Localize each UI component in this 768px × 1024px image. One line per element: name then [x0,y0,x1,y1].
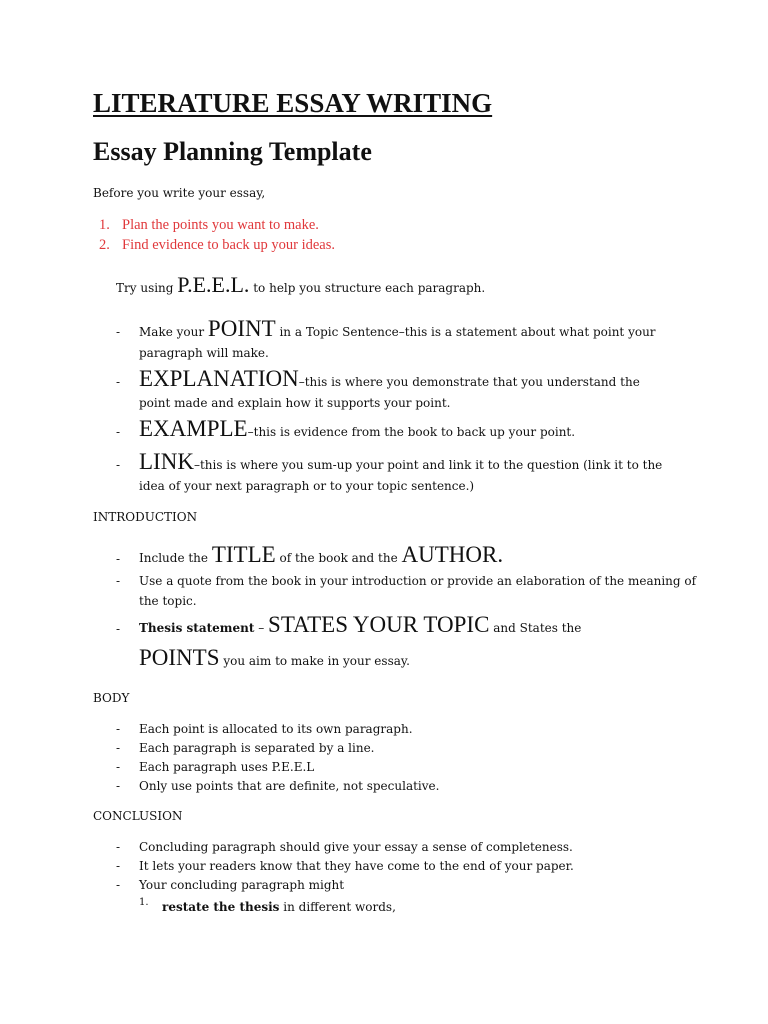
conclusion-sub-text: in different words, [279,900,396,914]
bullet-dash: - [116,859,121,873]
peel-explanation-cont: point made and explain how it supports your point. [139,396,451,410]
peel-intro-before: Try using [116,281,178,295]
thesis-dash: – [254,621,269,635]
intro-item1-post: . [497,542,504,567]
intro-item-thesis [139,612,581,638]
peel-intro [116,272,485,298]
bullet-dash: - [116,741,121,755]
peel-point-pre: Make your [139,325,208,339]
body-item: Each point is allocated to its own paragraph. [139,722,413,736]
peel-point-text: in a Topic Sentence–this is a statement about what point your [275,325,656,339]
conclusion-heading: CONCLUSION [93,809,183,823]
document-subtitle: Essay Planning Template [93,137,372,166]
peel-explanation-key: EXPLANATION [139,366,299,391]
peel-link-text: –this is where you sum-up your point and link it to the question (link it to the [193,458,663,472]
introduction-heading: INTRODUCTION [93,510,198,524]
intro-title-key: TITLE [211,542,276,567]
conclusion-item: Concluding paragraph should give your essay a sense of completeness. [139,840,573,854]
peel-point-item [139,316,656,342]
bullet-dash: - [116,622,121,636]
peel-link-cont: idea of your next paragraph or to your topic sentence.) [139,479,475,493]
bullet-dash: - [116,458,121,472]
bullet-dash: - [116,375,121,389]
bullet-dash: - [116,722,121,736]
document-title: LITERATURE ESSAY WRITING [93,88,493,118]
thesis-topic-key: STATES YOUR TOPIC [268,612,490,637]
intro-author-key: AUTHOR [401,542,498,567]
conclusion-sub-bold: restate the thesis [162,900,280,914]
body-item: Each paragraph uses P.E.E.L [139,760,315,774]
step-text: Plan the points you want to make. [122,217,319,233]
intro-item-thesis-cont [139,645,410,671]
conclusion-sub-item [162,896,396,915]
conclusion-item: It lets your readers know that they have come to the end of your paper. [139,859,574,873]
peel-acronym: P.E.E.L. [177,272,250,297]
conclusion-item: Your concluding paragraph might [139,878,345,892]
bullet-dash: - [116,779,121,793]
body-item: Only use points that are definite, not speculative. [139,779,440,793]
intro-item-quote-cont: the topic. [139,594,197,608]
bullet-dash: - [116,425,121,439]
thesis-points-key: POINTS [139,645,220,670]
peel-link-item [139,449,662,475]
bullet-dash: - [116,760,121,774]
peel-link-key: LINK [139,449,194,474]
conclusion-sub-number: 1. [139,897,149,908]
intro-item-quote: Use a quote from the book in your introduction or provide an elaboration of the meaning of [139,574,697,588]
peel-explanation-text: –this is where you demonstrate that you understand the [298,375,640,389]
peel-example-item [139,416,575,442]
intro-item1-mid: of the book and the [275,551,402,565]
intro-item-title-author [139,542,503,568]
thesis-label: Thesis statement [139,621,255,635]
body-item: Each paragraph is separated by a line. [139,741,375,755]
peel-example-text: –this is evidence from the book to back up your point. [247,425,576,439]
body-heading: BODY [93,691,130,705]
thesis-post: you aim to make in your essay. [219,654,410,668]
bullet-dash: - [116,878,121,892]
peel-example-key: EXAMPLE [139,416,248,441]
bullet-dash: - [116,574,121,588]
thesis-mid: and States the [489,621,582,635]
bullet-dash: - [116,552,121,566]
bullet-dash: - [116,325,121,339]
peel-point-cont: paragraph will make. [139,346,269,360]
intro-line: Before you write your essay, [93,186,266,200]
peel-point-key: POINT [207,316,276,341]
peel-explanation-item [139,366,640,392]
bullet-dash: - [116,840,121,854]
intro-item1-pre: Include the [139,551,212,565]
step-number: 1. [99,217,110,233]
step-text: Find evidence to back up your ideas. [122,237,336,253]
step-number: 2. [99,237,110,253]
peel-intro-after: to help you structure each paragraph. [249,281,486,295]
